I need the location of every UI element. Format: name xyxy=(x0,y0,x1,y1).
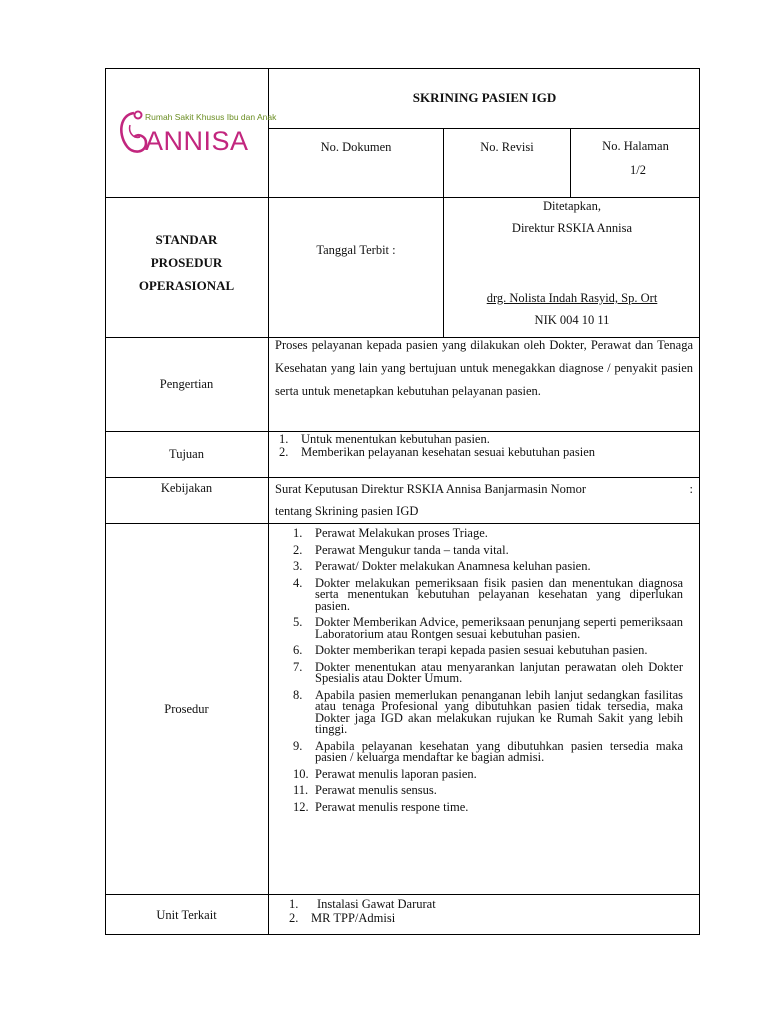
list-text: Apabila pelayanan kesehatan yang dibutuhkan pasien tersedia maka pasien / keluarga mendaftar ke bagian admisi. xyxy=(315,738,683,764)
kebijakan-label: Kebijakan xyxy=(160,481,213,495)
list-text: Perawat menulis respone time. xyxy=(315,799,469,814)
kebijakan-main: Surat Keputusan Direktur RSKIA Annisa Banjarmasin Nomor xyxy=(275,482,587,496)
list-number: 2. xyxy=(289,911,299,925)
jabatan-text: Direktur RSKIA Annisa xyxy=(511,221,633,235)
sop-label-line1: STANDAR xyxy=(155,232,218,247)
org-tagline: Rumah Sakit Khusus Ibu dan Anak xyxy=(145,112,277,122)
column-divider xyxy=(268,68,269,935)
list-item xyxy=(269,897,693,911)
org-name: ANNISA xyxy=(145,126,249,156)
sop-document xyxy=(105,68,700,935)
prosedur-list xyxy=(281,528,683,813)
list-text: MR TPP/Admisi xyxy=(311,911,396,925)
list-item xyxy=(281,542,683,557)
prosedur-list-wrap xyxy=(281,528,683,813)
list-text: Memberikan pelayanan kesehatan sesuai kebutuhan pasien xyxy=(301,445,595,459)
tanggal-terbit-label: Tanggal Terbit : xyxy=(316,242,396,257)
list-number: 2. xyxy=(293,542,303,557)
list-number: 12. xyxy=(293,799,309,814)
list-text: Instalasi Gawat Darurat xyxy=(317,897,436,911)
kebijakan-colon: : xyxy=(689,482,693,496)
list-number: 10. xyxy=(293,766,309,781)
list-number: 4. xyxy=(293,575,303,590)
list-item xyxy=(269,446,693,459)
list-text: Perawat Mengukur tanda – tanda vital. xyxy=(315,542,509,557)
signatory-name: drg. Nolista Indah Rasyid, Sp. Ort xyxy=(486,291,658,305)
list-text: Perawat menulis sensus. xyxy=(315,783,437,797)
list-number: 1. xyxy=(279,432,289,446)
list-item xyxy=(281,645,683,657)
sop-label-line2: PROSEDUR xyxy=(150,255,223,270)
list-item xyxy=(281,528,683,540)
list-text: Dokter memberikan terapi kepada pasien sesuai kebutuhan pasien. xyxy=(315,643,648,657)
signatory-nik: NIK 004 10 11 xyxy=(534,313,610,327)
list-text: Perawat Melakukan proses Triage. xyxy=(315,526,488,540)
list-item xyxy=(281,785,683,797)
list-text: Apabila pasien memerlukan penanganan lebih lanjut sedangkan fasilitas atau tenaga Profesional yang dibutuhkan pasien tidak tersedia, maka Dokter jaga IGD akan melakukan rujukan ke Rumah Sakit yang lebih tinggi. xyxy=(315,687,683,736)
list-number: 2. xyxy=(279,445,289,459)
kebijakan-line2: tentang Skrining pasien IGD xyxy=(275,504,419,518)
no-halaman-label: No. Halaman xyxy=(602,138,669,153)
list-text: Dokter Memberikan Advice, pemeriksaan penunjang seperti pemeriksaan Laboratorium atau Rontgen sesuai kebutuhan pasien. xyxy=(315,615,683,641)
no-dokumen-label: No. Dokumen xyxy=(320,139,392,154)
tujuan-list xyxy=(269,433,693,459)
list-number: 7. xyxy=(293,659,303,674)
list-text: Dokter melakukan pemeriksaan fisik pasien dan menentukan diagnosa serta menentukan kebutuhan pelayanan kesehatan yang diperlukan pasien. xyxy=(315,575,683,613)
list-number: 3. xyxy=(293,559,303,573)
hospital-logo xyxy=(105,68,277,198)
kebijakan-text xyxy=(275,478,693,522)
list-text: Untuk menentukan kebutuhan pasien. xyxy=(301,432,490,446)
list-item xyxy=(281,766,683,781)
sop-label-line3: OPERASIONAL xyxy=(138,278,235,293)
list-number: 1. xyxy=(289,897,299,911)
list-number: 11. xyxy=(293,783,309,797)
kebijakan-line1 xyxy=(275,478,693,500)
list-item xyxy=(281,617,683,640)
no-halaman-value: 1/2 xyxy=(630,162,646,177)
list-number: 6. xyxy=(293,643,303,657)
list-item xyxy=(281,687,683,736)
tujuan-label: Tujuan xyxy=(169,447,204,461)
list-item xyxy=(281,561,683,573)
sop-label xyxy=(105,228,268,297)
list-number: 1. xyxy=(293,526,303,540)
list-number: 9. xyxy=(293,738,303,753)
tujuan-list-wrap xyxy=(269,433,693,459)
doc-title: SKRINING PASIEN IGD xyxy=(412,90,557,105)
list-item xyxy=(281,659,683,685)
list-number: 5. xyxy=(293,615,303,629)
unit-terkait-list-wrap xyxy=(269,897,693,925)
pengertian-text: Proses pelayanan kepada pasien yang dilakukan oleh Dokter, Perawat dan Tenaga Kesehatan yang lain yang bertujuan untuk menegakkan diagnose / penyakit pasien serta untuk menetapkan kebutuhan pelayanan pasien. xyxy=(275,338,693,398)
list-item xyxy=(281,738,683,764)
list-text: Perawat/ Dokter melakukan Anamnesa keluhan pasien. xyxy=(315,559,591,573)
list-item xyxy=(281,799,683,814)
prosedur-label: Prosedur xyxy=(164,701,209,716)
list-item xyxy=(281,575,683,613)
list-number: 8. xyxy=(293,687,303,702)
no-revisi-label: No. Revisi xyxy=(480,139,534,154)
unit-terkait-label: Unit Terkait xyxy=(156,907,217,922)
list-item xyxy=(269,911,693,925)
ditetapkan-text: Ditetapkan, xyxy=(543,199,601,213)
pengertian-label: Pengertian xyxy=(159,377,214,391)
unit-terkait-list xyxy=(269,897,693,925)
list-text: Dokter menentukan atau menyarankan lanjutan perawatan oleh Dokter Spesialis atau Dokter Umum. xyxy=(315,659,683,685)
list-text: Perawat menulis laporan pasien. xyxy=(315,766,477,781)
